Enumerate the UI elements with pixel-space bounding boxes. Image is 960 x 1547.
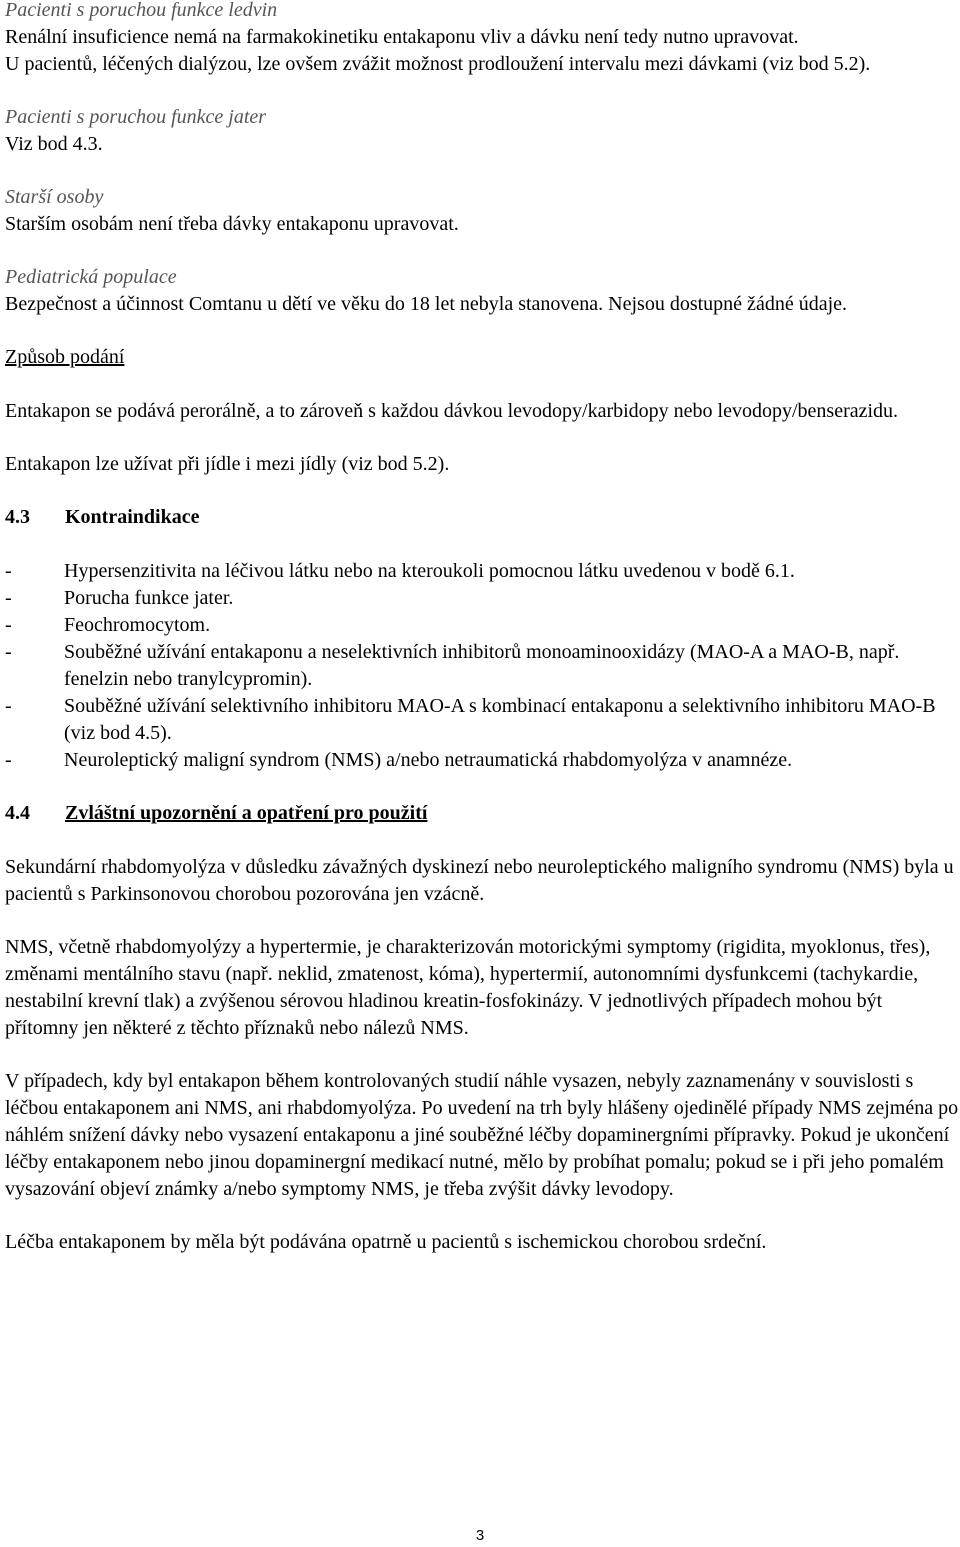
contraindications-list	[5, 558, 960, 774]
elderly-heading: Starší osoby	[5, 186, 104, 208]
administration-heading: Způsob podání	[5, 346, 125, 368]
warnings-heading	[5, 800, 960, 827]
administration-para1: Entakapon se podává perorálně, a to zároveň s každou dávkou levodopy/karbidopy nebo levodopy/benserazidu.	[5, 400, 899, 422]
list-item: - Souběžné užívání entakaponu a neselektivních inhibitorů monoaminooxidázy (MAO-A a MAO-B, např. fenelzin nebo tranylcypromin).	[5, 641, 900, 690]
warnings-para4: Léčba entakaponem by měla být podávána opatrně u pacientů s ischemickou chorobou srdeční.	[5, 1231, 767, 1253]
list-item: - Porucha funkce jater.	[5, 587, 234, 609]
pediatric-heading: Pediatrická populace	[5, 266, 177, 288]
warnings-para3: V případech, kdy byl entakapon během kontrolovaných studií náhle vysazen, nebyly zaznamenány v souvislosti s léčbou entakaponem ani NMS, ani rhabdomyolýza. Po uvedení na trh byly hlášeny ojedinělé případy NMS zejména po náhlém snížení dávky nebo vysazení entakaponu a jiné souběžné léčby dopaminergními přípravky. Pokud je ukončení léčby entakaponem nebo jinou dopaminergní medikací nutné, mělo by probíhat pomalu; pokud se i při jeho pomalém vysazování objeví známky a/nebo symptomy NMS, je třeba zvýšit dávky levodopy.	[5, 1070, 959, 1200]
document-page	[5, 0, 960, 1256]
contraindications-title: Kontraindikace	[65, 506, 200, 528]
pediatric-text: Bezpečnost a účinnost Comtanu u dětí ve věku do 18 let nebyla stanovena. Nejsou dostupné žádné údaje.	[5, 293, 848, 315]
administration-para2: Entakapon lze užívat při jídle i mezi jídly (viz bod 5.2).	[5, 453, 450, 475]
warnings-title: Zvláštní upozornění a opatření pro použití	[65, 802, 428, 824]
hepatic-heading: Pacienti s poruchou funkce jater	[5, 106, 267, 128]
renal-heading: Pacienti s poruchou funkce ledvin	[5, 0, 278, 21]
warnings-number: 4.4	[5, 802, 30, 824]
renal-text-line1: Renální insuficience nemá na farmakokinetiku entakaponu vliv a dávku není tedy nutno upravovat.	[5, 26, 799, 48]
renal-text-line2: U pacientů, léčených dialýzou, lze ovšem zvážit možnost prodloužení intervalu mezi dávkami (viz bod 5.2).	[5, 53, 871, 75]
elderly-text: Starším osobám není třeba dávky entakaponu upravovat.	[5, 213, 459, 235]
list-item: - Feochromocytom.	[5, 614, 211, 636]
list-item: - Souběžné užívání selektivního inhibitoru MAO-A s kombinací entakaponu a selektivního inhibitoru MAO-B (viz bod 4.5).	[5, 695, 936, 744]
warnings-para2: NMS, včetně rhabdomyolýzy a hypertermie, je charakterizován motorickými symptomy (rigidita, myoklonus, třes), změnami mentálního stavu (např. neklid, zmatenost, kóma), hypertermií, autonomními dysfunkcemi (tachykardie, nestabilní krevní tlak) a zvýšenou sérovou hladinou kreatin-fosfokinázy. V jednotlivých případech mohou být přítomny jen některé z těchto příznaků nebo nálezů NMS.	[5, 936, 931, 1039]
contraindications-heading	[5, 504, 960, 531]
list-item: - Neuroleptický maligní syndrom (NMS) a/nebo netraumatická rhabdomyolýza v anamnéze.	[5, 749, 793, 771]
contraindications-number: 4.3	[5, 506, 30, 528]
hepatic-text: Viz bod 4.3.	[5, 133, 103, 155]
page-number: 3	[475, 1527, 485, 1544]
warnings-para1: Sekundární rhabdomyolýza v důsledku závažných dyskinezí nebo neuroleptického maligního syndromu (NMS) byla u pacientů s Parkinsonovou chorobou pozorována jen vzácně.	[5, 856, 954, 905]
list-item: - Hypersenzitivita na léčivou látku nebo na kteroukoli pomocnou látku uvedenou v bodě 6.1.	[5, 560, 795, 582]
